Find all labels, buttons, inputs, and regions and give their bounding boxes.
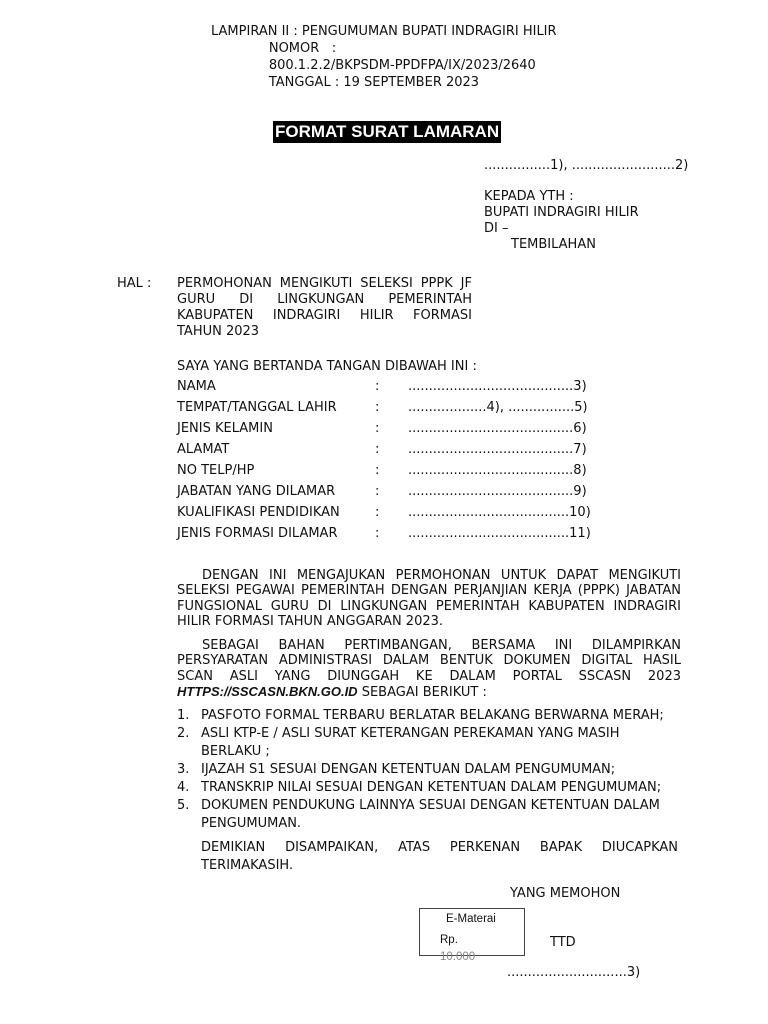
header-line-3: 800.1.2.2/BKPSDM-PPDFPA/IX/2023/2640 [211, 58, 536, 73]
list-item [177, 725, 681, 761]
subject-block [117, 276, 472, 340]
paragraph-application-text: DENGAN INI MENGAJUKAN PERMOHONAN UNTUK DAPAT MENGIKUTI SELEKSI PEGAWAI PEMERINTAH DENGAN PERJANJIAN KERJA (PPPK) JABATAN FUNGSIONAL GURU DI LINGKUNGAN PEMERINTAH KABUPATEN INDRAGIRI HILIR FORMASI TAHUN ANGGARAN 2023. [177, 568, 681, 630]
subject-label: HAL : [117, 276, 152, 291]
date-line: ................1), .........................2) [484, 158, 689, 173]
field-blank: ...................4), ................5) [408, 400, 588, 415]
field-colon: : [375, 421, 380, 436]
field-blank: .......................................10) [408, 505, 591, 520]
field-blank: ........................................9) [408, 484, 587, 499]
list-item [177, 797, 681, 833]
list-text: ASLI KTP-E / ASLI SURAT KETERANGAN PEREKAMAN YANG MASIH BERLAKU ; [201, 726, 620, 759]
field-colon: : [375, 484, 380, 499]
attachment-header [211, 23, 557, 91]
list-number: 2. [177, 726, 190, 741]
field-label: KUALIFIKASI PENDIDIKAN [177, 505, 340, 520]
list-text: PASFOTO FORMAL TERBARU BERLATAR BELAKANG BERWARNA MERAH; [201, 708, 664, 723]
field-blank: ........................................7) [408, 442, 587, 457]
list-number: 1. [177, 708, 190, 723]
paragraph-application [177, 568, 681, 630]
stamp-currency: Rp. [440, 934, 458, 946]
list-number: 4. [177, 780, 190, 795]
paragraph-attachments-suffix: SEBAGAI BERIKUT : [357, 685, 487, 701]
field-label: JENIS KELAMIN [177, 421, 273, 436]
field-colon: : [375, 379, 380, 394]
signature-mark: TTD [550, 935, 576, 950]
list-item [177, 707, 681, 725]
address-line-4: TEMBILAHAN [511, 237, 596, 252]
list-number: 5. [177, 798, 190, 813]
field-label: ALAMAT [177, 442, 230, 457]
signature-name-line: .............................3) [507, 965, 641, 980]
paragraph-attachments [177, 638, 681, 701]
address-line-1: KEPADA YTH : [484, 189, 574, 204]
recipient-address [484, 189, 639, 253]
field-colon: : [375, 442, 380, 457]
stamp-title: E-Materai [446, 913, 496, 925]
header-line-2: NOMOR : [211, 41, 337, 56]
header-line-4: TANGGAL : 19 SEPTEMBER 2023 [211, 75, 480, 90]
list-text: DOKUMEN PENDUKUNG LAINNYA SESUAI DENGAN KETENTUAN DALAM PENGUMUMAN. [201, 798, 660, 831]
e-materai-box [419, 908, 525, 963]
address-line-3: DI – [484, 221, 509, 236]
field-label: JABATAN YANG DILAMAR [177, 484, 336, 499]
paragraph-attachments-text: SEBAGAI BAHAN PERTIMBANGAN, BERSAMA INI DILAMPIRKAN PERSYARATAN ADMINISTRASI DALAM BENTUK DOKUMEN DIGITAL HASIL SCAN ASLI YANG DIUNGGAH KE DALAM PORTAL SSCASN 2023 [177, 638, 681, 684]
subject-text: PERMOHONAN MENGIKUTI SELEKSI PPPK JF GURU DI LINGKUNGAN PEMERINTAH KABUPATEN INDRAGIRI HILIR FORMASI TAHUN 2023 [177, 276, 472, 339]
list-item [177, 761, 681, 779]
field-label: JENIS FORMASI DILAMAR [177, 526, 338, 541]
applicant-label: YANG MEMOHON [510, 886, 621, 901]
field-blank: ........................................3) [408, 379, 587, 394]
stamp-amount: 10.000 [440, 951, 476, 963]
field-label: NAMA [177, 379, 216, 394]
requirements-list [177, 707, 681, 833]
field-colon: : [375, 400, 380, 415]
list-number: 3. [177, 762, 190, 777]
address-line-2: BUPATI INDRAGIRI HILIR [484, 205, 639, 220]
field-label: NO TELP/HP [177, 463, 255, 478]
field-blank: .......................................11) [408, 526, 591, 541]
field-blank: ........................................6) [408, 421, 587, 436]
closing-statement: DEMIKIAN DISAMPAIKAN, ATAS PERKENAN BAPAK DIUCAPKAN TERIMAKASIH. [201, 840, 678, 873]
list-item [177, 779, 681, 797]
field-colon: : [375, 505, 380, 520]
field-blank: ........................................8) [408, 463, 587, 478]
intro-statement: SAYA YANG BERTANDA TANGAN DIBAWAH INI : [177, 359, 477, 374]
document-title: FORMAT SURAT LAMARAN [275, 122, 500, 141]
list-text: IJAZAH S1 SESUAI DENGAN KETENTUAN DALAM PENGUMUMAN; [201, 762, 616, 777]
field-colon: : [375, 463, 380, 478]
sscasn-url: HTTPS://SSCASN.BKN.GO.ID [177, 684, 358, 700]
field-colon: : [375, 526, 380, 541]
field-label: TEMPAT/TANGGAL LAHIR [177, 400, 337, 415]
header-line-1: LAMPIRAN II : PENGUMUMAN BUPATI INDRAGIRI HILIR [211, 24, 557, 39]
list-text: TRANSKRIP NILAI SESUAI DENGAN KETENTUAN DALAM PENGUMUMAN; [201, 780, 662, 795]
